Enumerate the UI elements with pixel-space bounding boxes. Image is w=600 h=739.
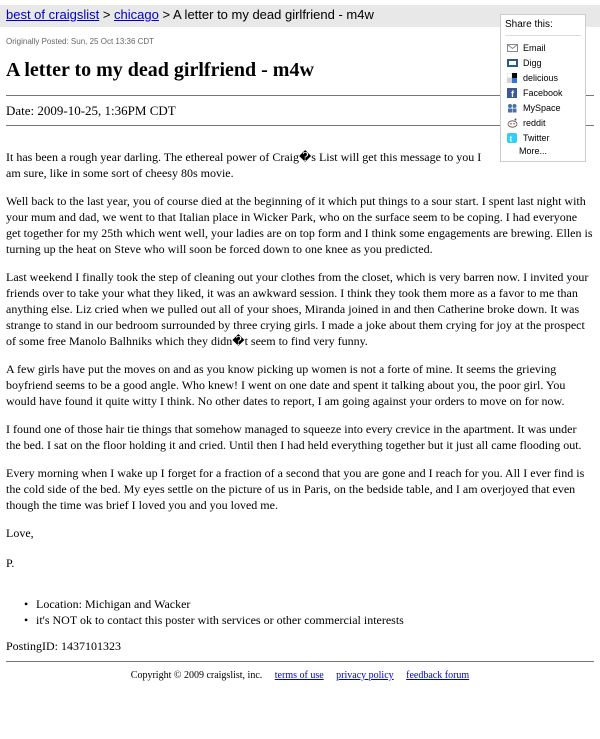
breadcrumb-current: A letter to my dead girlfriend - m4w <box>172 7 374 22</box>
privacy-policy-link[interactable]: privacy policy <box>336 670 394 681</box>
share-twitter[interactable] <box>501 130 585 145</box>
terms-of-use-link[interactable]: terms of use <box>274 670 324 681</box>
posting-id: PostingID: 1437101323 <box>6 639 122 653</box>
svg-text:t: t <box>509 134 513 143</box>
share-label: Email <box>523 42 546 53</box>
share-facebook[interactable] <box>501 85 585 100</box>
share-email[interactable] <box>501 40 585 55</box>
breadcrumb-separator: > <box>102 7 111 22</box>
post-date: Date: 2009-10-25, 1:36PM CDT <box>6 103 176 118</box>
body-signature: P. <box>6 556 15 570</box>
svg-text:f: f <box>511 88 514 98</box>
breadcrumb-link-best-of[interactable]: best of craigslist <box>6 7 100 22</box>
share-label: MySpace <box>523 102 561 113</box>
share-delicious[interactable] <box>501 70 585 85</box>
digg-icon <box>507 58 518 68</box>
copyright: Copyright © 2009 craigslist, inc. <box>130 670 263 681</box>
divider <box>6 661 594 662</box>
post-info-list <box>36 596 404 628</box>
share-more-link[interactable]: More... <box>519 146 548 156</box>
page-title: A letter to my dead girlfriend - m4w <box>6 59 314 81</box>
share-label: Twitter <box>523 132 550 143</box>
body-paragraph: It has been a rough year darling. The ethereal power of Craig�s List will get this message to you I am sure, like in some sort of cheesy 80s movie. <box>6 150 482 180</box>
share-heading: Share this: <box>505 19 553 30</box>
reddit-icon <box>507 118 518 128</box>
body-paragraph: Every morning when I wake up I forget for a fraction of a second that you are gone and I reach for you. All I ever find is the cold side of the bed. My eyes settle on the picture of us in Paris, on the bedside table, and I am overjoyed that even though the time was brief I loved you and you loved me. <box>6 466 585 512</box>
share-box <box>500 14 586 162</box>
location-item: • Location: Michigan and Wacker <box>36 596 404 612</box>
myspace-icon <box>507 103 518 113</box>
body-paragraph: Well back to the last year, you of course died at the beginning of it which put things to a sour start. I spent last night with your mum and dad, we went to that Italian place in Wicker Park, who on the surface seem to be coping. I had everyone get together for my 25th which went well, your ladies are on top form and I think some engagements are brewing. Ellen is turning up the heat on Steve who will soon be forced down to one knee as you predicted. <box>6 194 593 256</box>
share-digg[interactable] <box>501 55 585 70</box>
share-reddit[interactable] <box>501 115 585 130</box>
share-label: Facebook <box>523 87 563 98</box>
share-label: reddit <box>523 117 546 128</box>
share-myspace[interactable] <box>501 100 585 115</box>
post-body <box>6 149 593 583</box>
twitter-icon <box>507 133 518 143</box>
footer <box>0 669 600 683</box>
share-label: delicious <box>523 72 559 83</box>
share-label: Digg <box>523 57 542 68</box>
facebook-icon <box>507 88 518 98</box>
original-posted-date: Originally Posted: Sun, 25 Oct 13:36 CDT <box>6 37 155 46</box>
delicious-icon <box>507 73 518 83</box>
breadcrumb-separator: > <box>162 7 171 22</box>
email-icon <box>507 43 518 53</box>
body-paragraph: Last weekend I finally took the step of cleaning out your clothes from the closet, which is very barren now. I invited your friends over to take your what they liked, it was an awkward session. I think they took them more as a favor to me than anything else. Liz cried when we pulled out all of your shoes, Miranda joined in and then Catherine broke down. It was strange to stand in our bedroom surrounded by three crying girls. I made a joke about them crying for joy at the prospect of some free Manolo Balhniks which they didn�t seem to find very funny. <box>6 270 589 348</box>
feedback-forum-link[interactable]: feedback forum <box>406 670 470 681</box>
body-paragraph: I found one of those hair tie things that somehow managed to squeeze into every crevice in the apartment. It was under the bed. I sat on the floor holding it and cried. Until then I had held everything together but it just all came flooding out. <box>6 422 582 452</box>
body-paragraph: Love, <box>6 526 34 540</box>
body-paragraph: A few girls have put the moves on and as you know picking up women is not a forte of mine. It seems the grieving boyfriend seems to be a good angle. Who knew! I went on one date and spent it talking about you, the poor girl. You would have found it quite witty I think. No other dates to report, I am going against your orders to move on for now. <box>6 362 566 408</box>
contact-notice-item: • it's NOT ok to contact this poster with services or other commercial interests <box>36 612 404 628</box>
breadcrumb-link-chicago[interactable]: chicago <box>114 7 159 22</box>
